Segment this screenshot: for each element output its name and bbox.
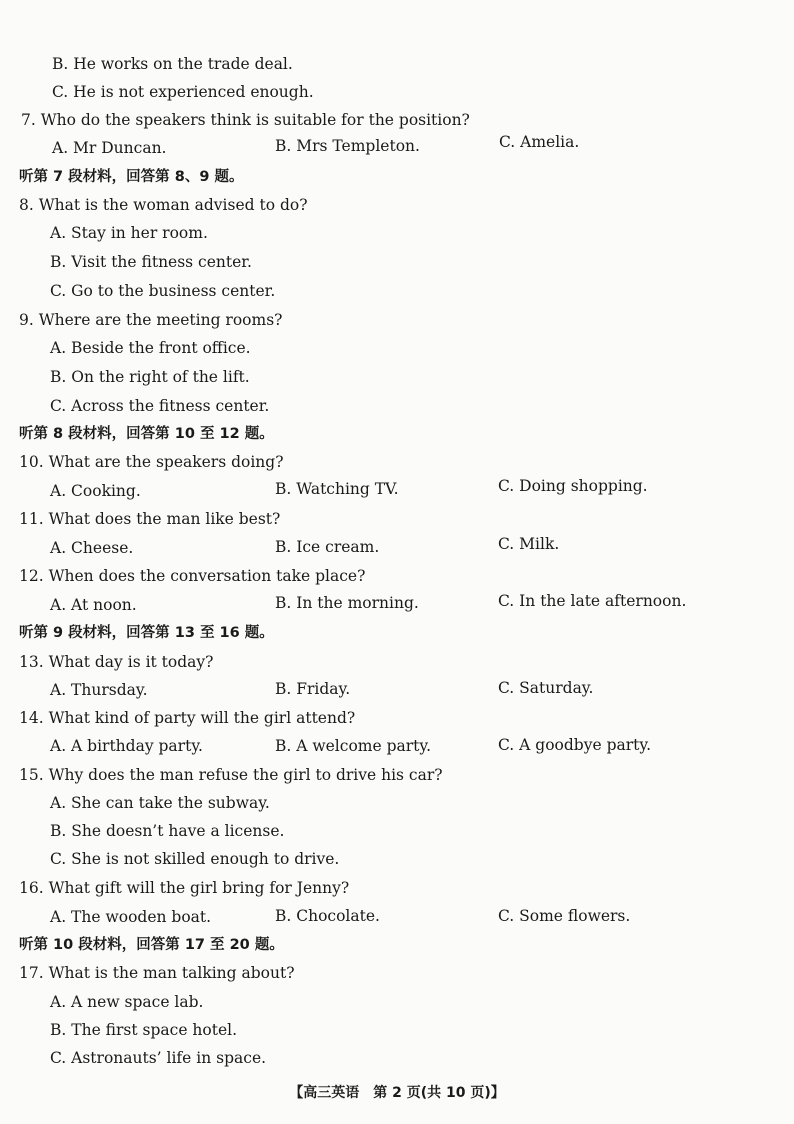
q11-option-b: B. Ice cream.: [275, 538, 380, 556]
question-13: 13. What day is it today?: [19, 653, 214, 671]
question-9: 9. Where are the meeting rooms?: [19, 311, 283, 329]
q17-option-a: A. A new space lab.: [50, 993, 204, 1011]
q16-option-a: A. The wooden boat.: [50, 908, 212, 926]
q13-option-a: A. Thursday.: [50, 681, 148, 699]
section-heading-7: 听第 7 段材料，回答第 8、9 题。: [19, 169, 244, 185]
question-8: 8. What is the woman advised to do?: [19, 196, 308, 214]
section-heading-8: 听第 8 段材料，回答第 10 至 12 题。: [19, 426, 274, 442]
question-17: 17. What is the man talking about?: [19, 964, 295, 982]
q17-option-b: B. The first space hotel.: [50, 1021, 238, 1039]
section-heading-10: 听第 10 段材料，回答第 17 至 20 题。: [19, 937, 284, 953]
q16-option-b: B. Chocolate.: [275, 907, 380, 925]
q15-option-b: B. She doesn’t have a license.: [50, 822, 285, 840]
q8-option-b: B. Visit the fitness center.: [50, 253, 252, 271]
q10-option-b: B. Watching TV.: [275, 480, 399, 498]
q11-option-a: A. Cheese.: [50, 539, 134, 557]
question-7: 7. Who do the speakers think is suitable for the position?: [21, 111, 470, 129]
q9-option-a: A. Beside the front office.: [50, 339, 251, 357]
q7-option-a: A. Mr Duncan.: [52, 139, 167, 157]
question-15: 15. Why does the man refuse the girl to drive his car?: [19, 766, 443, 784]
q15-option-a: A. She can take the subway.: [50, 794, 270, 812]
q10-option-c: C. Doing shopping.: [498, 477, 648, 495]
q11-option-c: C. Milk.: [498, 535, 560, 553]
q6-option-b: B. He works on the trade deal.: [52, 55, 293, 73]
question-11: 11. What does the man like best?: [19, 510, 281, 528]
page-footer: 【高三英语 第 2 页(共 10 页)】: [289, 1085, 505, 1101]
question-10: 10. What are the speakers doing?: [19, 453, 284, 471]
q12-option-c: C. In the late afternoon.: [498, 592, 687, 610]
q14-option-a: A. A birthday party.: [50, 737, 203, 755]
q16-option-c: C. Some flowers.: [498, 907, 631, 925]
q9-option-c: C. Across the fitness center.: [50, 397, 270, 415]
q6-option-c: C. He is not experienced enough.: [52, 83, 314, 101]
q7-option-c: C. Amelia.: [499, 133, 580, 151]
question-14: 14. What kind of party will the girl attend?: [19, 709, 356, 727]
q12-option-b: B. In the morning.: [275, 594, 419, 612]
q12-option-a: A. At noon.: [50, 596, 137, 614]
q8-option-c: C. Go to the business center.: [50, 282, 276, 300]
q15-option-c: C. She is not skilled enough to drive.: [50, 850, 340, 868]
q14-option-b: B. A welcome party.: [275, 737, 431, 755]
question-12: 12. When does the conversation take place?: [19, 567, 366, 585]
q7-option-b: B. Mrs Templeton.: [275, 137, 420, 155]
q14-option-c: C. A goodbye party.: [498, 736, 651, 754]
q10-option-a: A. Cooking.: [50, 482, 141, 500]
q17-option-c: C. Astronauts’ life in space.: [50, 1049, 267, 1067]
q8-option-a: A. Stay in her room.: [50, 224, 208, 242]
q9-option-b: B. On the right of the lift.: [50, 368, 250, 386]
section-heading-9: 听第 9 段材料，回答第 13 至 16 题。: [19, 625, 274, 641]
q13-option-b: B. Friday.: [275, 680, 351, 698]
q13-option-c: C. Saturday.: [498, 679, 594, 697]
question-16: 16. What gift will the girl bring for Jenny?: [19, 879, 350, 897]
